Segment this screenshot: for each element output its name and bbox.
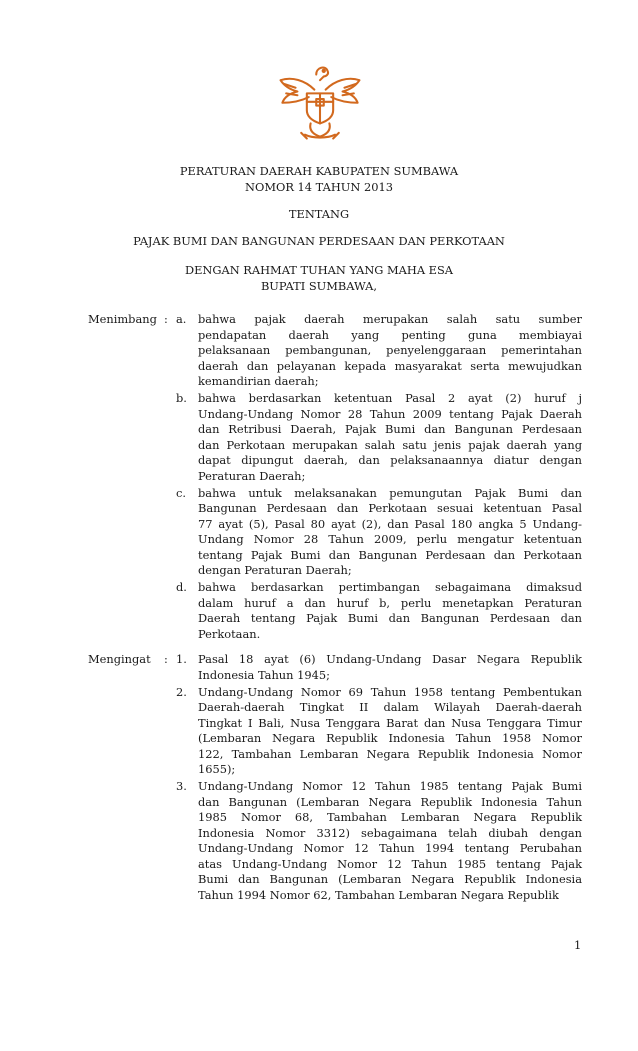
text-line: Undang-Undang Nomor 28 Tahun 2009 tentang Pajak Daerah xyxy=(198,406,582,421)
invocation: DENGAN RAHMAT TUHAN YANG MAHA ESA xyxy=(184,263,454,277)
mengingat-item-text xyxy=(198,685,582,778)
regulation-subject: PAJAK BUMI DAN BANGUNAN PERDESAAN DAN PERKOTAAN xyxy=(133,234,505,248)
menimbang-item xyxy=(88,580,582,642)
text-line: bahwa pajak daerah merupakan salah satu sumber xyxy=(198,312,582,326)
text-line: kemandirian daerah; xyxy=(198,374,319,388)
mengingat-label: Mengingat xyxy=(88,652,151,666)
mengingat-item xyxy=(88,779,582,903)
mengingat-item-marker: 2. xyxy=(176,684,187,699)
text-line: Perkotaan. xyxy=(198,626,261,641)
text-line: dan Perkotaan merupakan salah satu jenis pajak daerah yang xyxy=(198,437,582,452)
text-line: Pasal 18 ayat (6) Undang-Undang Dasar Negara Republik xyxy=(198,652,582,666)
text-line: Tahun 1994 Nomor 62, Tambahan Lembaran Negara Republik xyxy=(198,887,559,902)
text-line: dan Bangunan (Lembaran Negara Republik Indonesia Tahun xyxy=(198,794,582,809)
text-line: Bumi dan Bangunan (Lembaran Negara Republik Indonesia xyxy=(198,872,582,886)
menimbang-item xyxy=(88,391,582,484)
text-line: Daerah-daerah Tingkat II dalam Wilayah Daerah-daerah xyxy=(198,700,582,714)
text-line: Bangunan Perdesaan dan Perkotaan sesuai ketentuan Pasal xyxy=(198,501,582,515)
menimbang-item-marker: a. xyxy=(176,312,187,326)
text-line: daerah dan pelayanan kepada masyarakat serta mewujudkan xyxy=(198,358,582,373)
text-line: Undang-Undang Nomor 12 Tahun 1985 tentang Pajak Bumi xyxy=(198,779,582,793)
mengingat-colon: : xyxy=(164,652,168,666)
text-line: 122, Tambahan Lembaran Negara Republik Indonesia Nomor xyxy=(198,746,582,761)
mengingat-item-marker: 3. xyxy=(176,779,187,793)
mengingat-item-text xyxy=(198,779,582,903)
text-line: Peraturan Daerah; xyxy=(198,468,306,483)
menimbang-item-marker: b. xyxy=(176,391,187,405)
mengingat-section xyxy=(88,652,582,905)
mengingat-item-marker: 1. xyxy=(176,652,187,666)
text-line: Undang-Undang Nomor 69 Tahun 1958 tentang Pembentukan xyxy=(198,684,582,699)
page-number: 1 xyxy=(574,938,582,952)
text-line: Daerah tentang Pajak Bumi dan Bangunan Perdesaan dan xyxy=(198,611,582,625)
menimbang-item xyxy=(88,486,582,579)
text-line: Tingkat I Bali, Nusa Tenggara Barat dan Nusa Tenggara Timur xyxy=(198,715,582,730)
text-line: pendapatan daerah yang penting guna membiayai xyxy=(198,327,582,342)
menimbang-item-marker: c. xyxy=(176,485,187,500)
menimbang-item xyxy=(88,312,582,390)
menimbang-item-text xyxy=(198,580,582,642)
text-line: bahwa untuk melaksanakan pemungutan Pajak Bumi dan xyxy=(198,485,582,500)
text-line: dengan Peraturan Daerah; xyxy=(198,563,352,577)
menimbang-item-marker: d. xyxy=(176,580,187,594)
menimbang-label: Menimbang xyxy=(88,312,157,326)
text-line: Undang Nomor 28 Tahun 2009, perlu mengatur ketentuan xyxy=(198,532,582,546)
text-line: 77 ayat (5), Pasal 80 ayat (2), dan Pasal 180 angka 5 Undang- xyxy=(198,516,582,531)
regulation-number: NOMOR 14 TAHUN 2013 xyxy=(245,180,393,194)
menimbang-colon: : xyxy=(164,312,168,326)
text-line: 1985 Nomor 68, Tambahan Lembaran Negara Republik xyxy=(198,810,582,824)
mengingat-item-text xyxy=(198,652,582,683)
text-line: bahwa berdasarkan pertimbangan sebagaimana dimaksud xyxy=(198,580,582,594)
text-line: Indonesia Nomor 3312) sebagaimana telah diubah dengan xyxy=(198,825,582,840)
garuda-pancasila-emblem-icon xyxy=(273,52,367,146)
mengingat-item xyxy=(88,652,582,683)
regarding-label: TENTANG xyxy=(288,207,350,221)
menimbang-section xyxy=(88,312,582,644)
text-line: dalam huruf a dan huruf b, perlu menetapkan Peraturan xyxy=(198,595,582,610)
text-line: dapat dipungut daerah, dan pelaksanaannya diatur dengan xyxy=(198,453,582,467)
text-line: bahwa berdasarkan ketentuan Pasal 2 ayat (2) huruf j xyxy=(198,391,582,405)
text-line: tentang Pajak Bumi dan Bangunan Perdesaan dan Perkotaan xyxy=(198,547,582,562)
menimbang-item-text xyxy=(198,391,582,484)
text-line: pelaksanaan pembangunan, penyelenggaraan pemerintahan xyxy=(198,343,582,357)
text-line: dan Retribusi Daerah, Pajak Bumi dan Bangunan Perdesaan xyxy=(198,422,582,436)
text-line: atas Undang-Undang Nomor 12 Tahun 1985 tentang Pajak xyxy=(198,856,582,871)
text-line: 1655); xyxy=(198,762,236,776)
regulation-title: PERATURAN DAERAH KABUPATEN SUMBAWA xyxy=(179,164,459,178)
menimbang-item-text xyxy=(198,312,582,390)
menimbang-item-text xyxy=(198,486,582,579)
regent-title: BUPATI SUMBAWA, xyxy=(260,279,378,293)
text-line: Undang-Undang Nomor 12 Tahun 1994 tentang Perubahan xyxy=(198,841,582,855)
text-line: (Lembaran Negara Republik Indonesia Tahun 1958 Nomor xyxy=(198,731,582,745)
text-line: Indonesia Tahun 1945; xyxy=(198,667,330,682)
mengingat-item xyxy=(88,685,582,778)
